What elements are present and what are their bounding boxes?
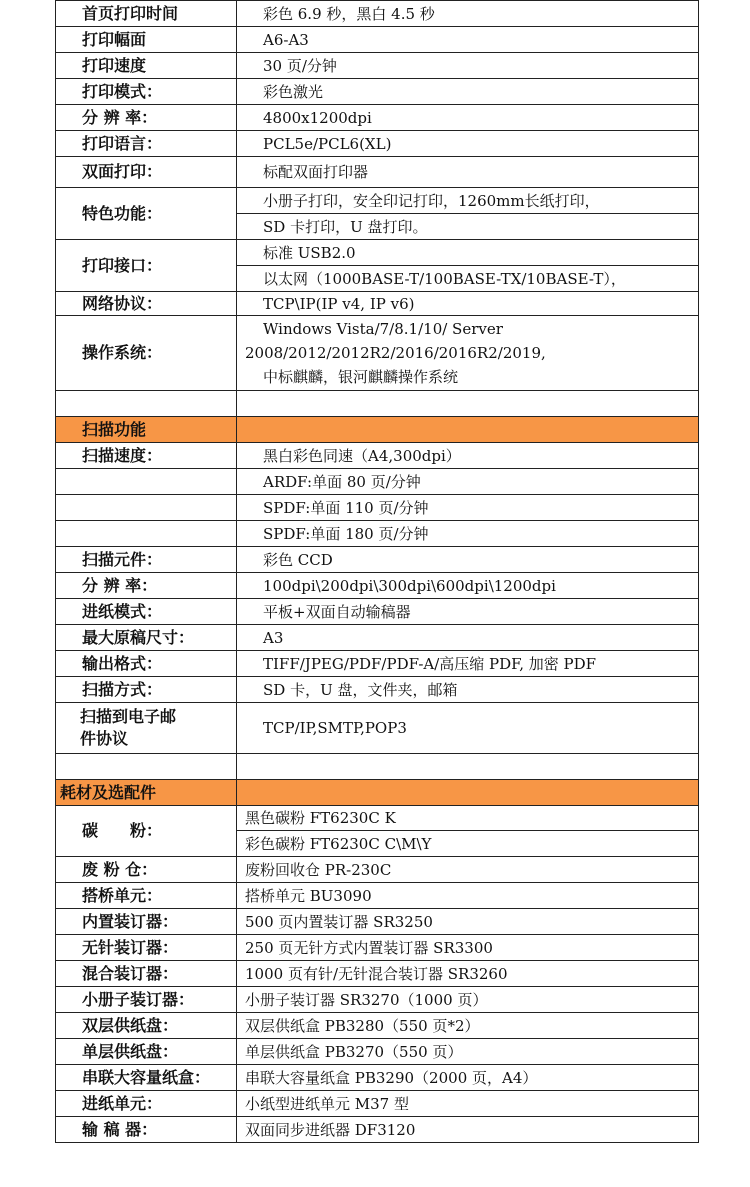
table-row bbox=[56, 240, 699, 266]
table-row bbox=[56, 27, 699, 53]
table-row bbox=[56, 105, 699, 131]
row-key: 打印语言： bbox=[56, 131, 237, 157]
table-row bbox=[56, 625, 699, 651]
table-row bbox=[56, 1091, 699, 1117]
table-row bbox=[56, 131, 699, 157]
row-value: TIFF/JPEG/PDF/PDF-A/高压缩 PDF, 加密 PDF bbox=[237, 651, 699, 677]
table-row bbox=[56, 987, 699, 1013]
blank-cell bbox=[237, 754, 699, 780]
row-value: 废粉回收仓 PR-230C bbox=[237, 857, 699, 883]
row-key: 扫描速度： bbox=[56, 443, 237, 469]
section-header bbox=[56, 780, 699, 806]
table-row bbox=[56, 495, 699, 521]
row-key: 无针装订器： bbox=[56, 935, 237, 961]
row-value: 彩色 CCD bbox=[237, 547, 699, 573]
row-key bbox=[56, 521, 237, 547]
os-line: 中标麒麟，银河麒麟操作系统 bbox=[263, 368, 459, 386]
row-key: 特色功能： bbox=[56, 188, 237, 240]
table-row bbox=[56, 1117, 699, 1143]
row-key: 碳 粉： bbox=[56, 806, 237, 857]
row-value: 小册子装订器 SR3270（1000 页） bbox=[237, 987, 699, 1013]
table-row bbox=[56, 573, 699, 599]
blank-row bbox=[56, 391, 699, 417]
table-row bbox=[56, 651, 699, 677]
table-row bbox=[56, 292, 699, 316]
row-key: 进纸单元： bbox=[56, 1091, 237, 1117]
table-row bbox=[56, 521, 699, 547]
row-value: 平板+双面自动输稿器 bbox=[237, 599, 699, 625]
row-value: PCL5e/PCL6(XL) bbox=[237, 131, 699, 157]
row-value: TCP\IP(IP v4, IP v6) bbox=[237, 292, 699, 316]
row-key: 网络协议： bbox=[56, 292, 237, 316]
row-value: 彩色碳粉 FT6230C C\M\Y bbox=[237, 831, 699, 857]
table-row bbox=[56, 79, 699, 105]
row-key: 扫描元件： bbox=[56, 547, 237, 573]
table-row bbox=[56, 806, 699, 831]
row-value: A6-A3 bbox=[237, 27, 699, 53]
row-value: 小纸型进纸单元 M37 型 bbox=[237, 1091, 699, 1117]
table-row bbox=[56, 1013, 699, 1039]
row-value: 4800x1200dpi bbox=[237, 105, 699, 131]
table-row bbox=[56, 316, 699, 391]
table-row bbox=[56, 961, 699, 987]
table-row bbox=[56, 443, 699, 469]
table-row bbox=[56, 53, 699, 79]
blank-row bbox=[56, 754, 699, 780]
row-key: 串联大容量纸盒： bbox=[56, 1065, 237, 1091]
row-value bbox=[237, 316, 699, 391]
row-value: 黑白彩色同速（A4,300dpi） bbox=[237, 443, 699, 469]
row-key: 双层供纸盘： bbox=[56, 1013, 237, 1039]
table-row bbox=[56, 157, 699, 188]
table-row bbox=[56, 703, 699, 754]
row-value: ARDF:单面 80 页/分钟 bbox=[237, 469, 699, 495]
row-value: 100dpi\200dpi\300dpi\600dpi\1200dpi bbox=[237, 573, 699, 599]
row-key: 扫描到电子邮件协议 bbox=[56, 703, 237, 754]
row-key: 内置装订器： bbox=[56, 909, 237, 935]
row-value: TCP/IP,SMTP,POP3 bbox=[237, 703, 699, 754]
row-value: SPDF:单面 180 页/分钟 bbox=[237, 521, 699, 547]
table-row bbox=[56, 469, 699, 495]
row-value: 1000 页有针/无针混合装订器 SR3260 bbox=[237, 961, 699, 987]
row-value: 250 页无针方式内置装订器 SR3300 bbox=[237, 935, 699, 961]
table-row bbox=[56, 677, 699, 703]
row-key: 打印模式： bbox=[56, 79, 237, 105]
row-value: 500 页内置装订器 SR3250 bbox=[237, 909, 699, 935]
row-key bbox=[56, 495, 237, 521]
row-key: 单层供纸盘： bbox=[56, 1039, 237, 1065]
table-row bbox=[56, 883, 699, 909]
row-value: 30 页/分钟 bbox=[237, 53, 699, 79]
row-value: SPDF:单面 110 页/分钟 bbox=[237, 495, 699, 521]
table-row bbox=[56, 1039, 699, 1065]
row-key: 输 稿 器： bbox=[56, 1117, 237, 1143]
row-key: 混合装订器： bbox=[56, 961, 237, 987]
section-title: 扫描功能 bbox=[56, 417, 237, 443]
section-fill bbox=[237, 417, 699, 443]
row-value: 彩色激光 bbox=[237, 79, 699, 105]
row-value: 双层供纸盒 PB3280（550 页*2） bbox=[237, 1013, 699, 1039]
row-value: 彩色 6.9 秒，黑白 4.5 秒 bbox=[237, 1, 699, 27]
table-row bbox=[56, 599, 699, 625]
table-row bbox=[56, 909, 699, 935]
blank-cell bbox=[56, 754, 237, 780]
row-key: 扫描方式： bbox=[56, 677, 237, 703]
row-key: 搭桥单元： bbox=[56, 883, 237, 909]
row-value: SD 卡打印，U 盘打印。 bbox=[237, 214, 699, 240]
os-line: 2008/2012/2012R2/2016/2016R2/2019, bbox=[245, 344, 546, 362]
row-key bbox=[56, 469, 237, 495]
row-value: 单层供纸盒 PB3270（550 页） bbox=[237, 1039, 699, 1065]
row-key: 废 粉 仓： bbox=[56, 857, 237, 883]
row-key: 输出格式： bbox=[56, 651, 237, 677]
blank-cell bbox=[237, 391, 699, 417]
os-line: Windows Vista/7/8.1/10/ Server bbox=[263, 320, 503, 338]
row-value: 黑色碳粉 FT6230C K bbox=[237, 806, 699, 831]
spec-table bbox=[55, 0, 699, 1143]
row-key: 打印接口： bbox=[56, 240, 237, 292]
blank-cell bbox=[56, 391, 237, 417]
section-fill bbox=[237, 780, 699, 806]
section-header bbox=[56, 417, 699, 443]
row-key: 进纸模式： bbox=[56, 599, 237, 625]
row-key: 打印速度 bbox=[56, 53, 237, 79]
section-title: 耗材及选配件 bbox=[56, 780, 237, 806]
table-row bbox=[56, 547, 699, 573]
row-value: 双面同步进纸器 DF3120 bbox=[237, 1117, 699, 1143]
row-key: 最大原稿尺寸： bbox=[56, 625, 237, 651]
table-row bbox=[56, 1065, 699, 1091]
row-value: 以太网（1000BASE-T/100BASE-TX/10BASE-T）， bbox=[237, 266, 699, 292]
table-row bbox=[56, 1, 699, 27]
row-value: 标配双面打印器 bbox=[237, 157, 699, 188]
row-key: 操作系统： bbox=[56, 316, 237, 391]
row-value: 搭桥单元 BU3090 bbox=[237, 883, 699, 909]
row-key: 小册子装订器： bbox=[56, 987, 237, 1013]
row-key: 打印幅面 bbox=[56, 27, 237, 53]
row-key: 分 辨 率： bbox=[56, 573, 237, 599]
row-key: 双面打印： bbox=[56, 157, 237, 188]
row-key: 分 辨 率： bbox=[56, 105, 237, 131]
row-value: 小册子打印，安全印记打印，1260mm长纸打印， bbox=[237, 188, 699, 214]
row-value: 串联大容量纸盒 PB3290（2000 页，A4） bbox=[237, 1065, 699, 1091]
table-row bbox=[56, 857, 699, 883]
row-value: 标准 USB2.0 bbox=[237, 240, 699, 266]
row-value: A3 bbox=[237, 625, 699, 651]
row-key: 首页打印时间 bbox=[56, 1, 237, 27]
table-row bbox=[56, 935, 699, 961]
row-value: SD 卡，U 盘，文件夹，邮箱 bbox=[237, 677, 699, 703]
table-row bbox=[56, 188, 699, 214]
